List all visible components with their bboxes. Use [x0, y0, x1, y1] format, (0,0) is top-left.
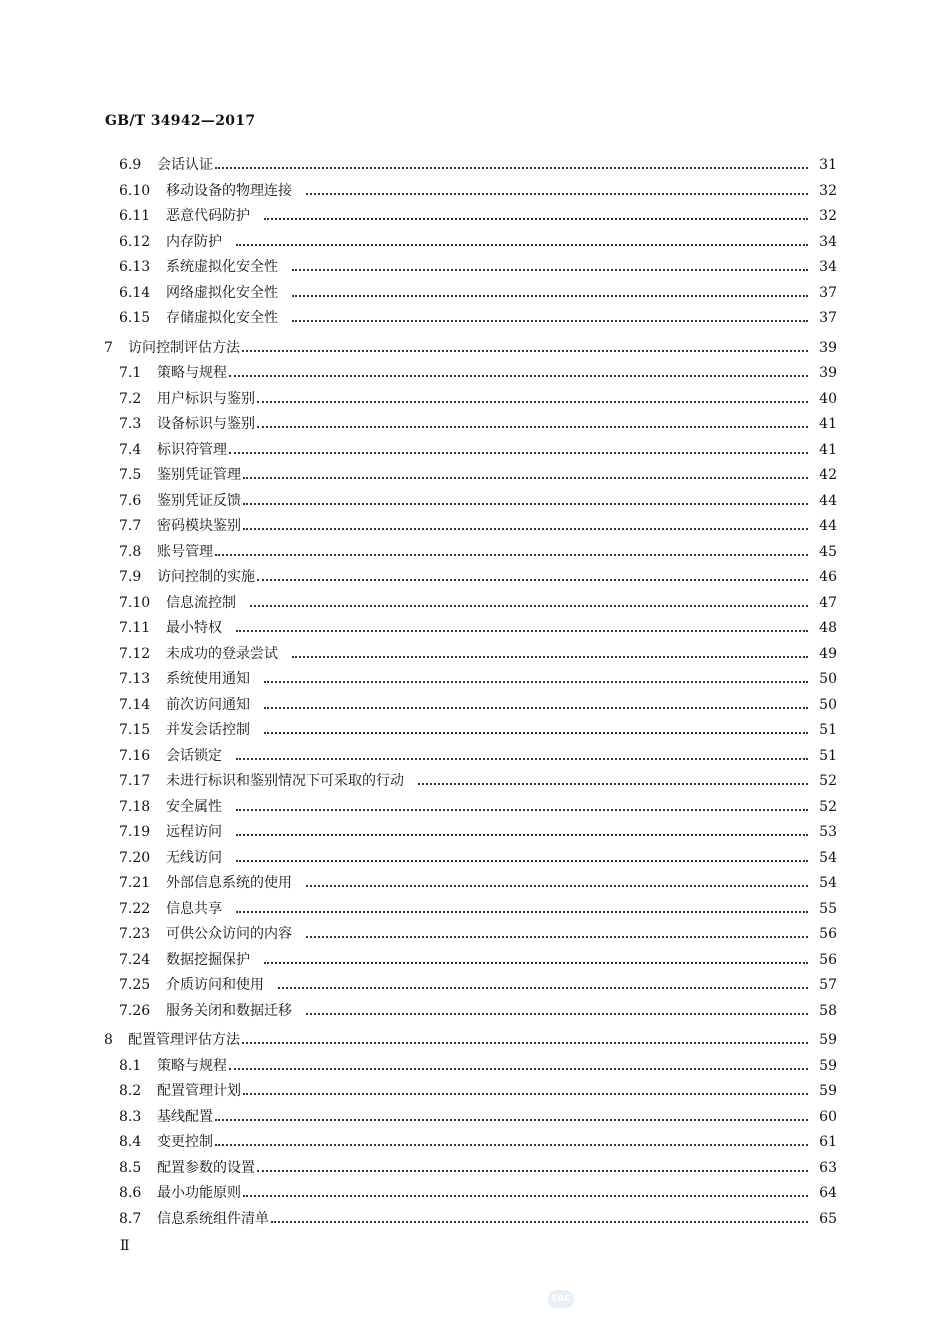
toc-dot-leader: [257, 400, 808, 403]
toc-entry-title: 基线配置: [157, 1108, 213, 1125]
toc-entry-title: 会话锁定: [166, 747, 222, 764]
toc-dot-leader: [236, 757, 808, 760]
toc-dot-leader: [229, 374, 808, 377]
toc-entry-page: 39: [819, 365, 837, 381]
toc-entry-title: 标识符管理: [157, 441, 227, 458]
toc-entry-page: 55: [819, 900, 837, 917]
toc-entry-title: 设备标识与鉴别: [157, 416, 255, 432]
toc-entry-number: 8.3: [119, 1108, 142, 1125]
toc-entry[interactable]: [0, 847, 950, 869]
toc-entry-number: 8.5: [119, 1159, 142, 1176]
toc-entry[interactable]: [0, 643, 950, 665]
toc-entry-number: 6.9: [119, 157, 142, 173]
toc-entry-number: 7.6: [119, 492, 142, 509]
toc-entry-number: 7.3: [119, 416, 142, 432]
toc-entry-title: 外部信息系统的使用: [166, 875, 292, 891]
toc-entry-title: 鉴别凭证反馈: [157, 492, 241, 509]
toc-dot-leader: [242, 1041, 808, 1044]
toc-dot-leader: [264, 731, 808, 734]
toc-entry-number: 8.1: [119, 1057, 142, 1074]
toc-entry-title: 远程访问: [166, 824, 222, 840]
toc-entry-page: 50: [819, 696, 837, 713]
toc-entry-page: 51: [819, 747, 837, 764]
toc-entry[interactable]: [0, 796, 950, 818]
toc-entry-page: 50: [819, 671, 837, 687]
toc-entry-number: 8.6: [119, 1185, 142, 1201]
toc-entry[interactable]: [0, 154, 950, 176]
toc-entry-title: 网络虚拟化安全性: [166, 284, 278, 301]
toc-dot-leader: [250, 604, 808, 607]
toc-entry-title: 配置参数的设置: [157, 1159, 255, 1176]
toc-entry[interactable]: [0, 362, 950, 384]
toc-dot-leader: [242, 349, 808, 352]
toc-dot-leader: [236, 629, 808, 632]
toc-entry-page: 39: [819, 339, 837, 356]
toc-entry-title: 策略与规程: [157, 365, 227, 381]
toc-entry-page: 37: [819, 310, 837, 326]
toc-dot-leader: [243, 1194, 808, 1197]
toc-entry[interactable]: [0, 1000, 950, 1022]
toc-entry[interactable]: [0, 337, 950, 359]
toc-entry-page: 52: [819, 773, 837, 789]
toc-entry-title: 会话认证: [157, 157, 213, 173]
toc-entry-number: 7.14: [119, 696, 151, 713]
toc-entry-title: 恶意代码防护: [166, 208, 250, 224]
toc-entry-number: 7.22: [119, 900, 151, 917]
toc-entry-number: 7.12: [119, 645, 151, 662]
toc-entry-title: 变更控制: [157, 1134, 213, 1150]
toc-entry-page: 32: [819, 182, 837, 199]
toc-entry[interactable]: [0, 949, 950, 971]
toc-dot-leader: [306, 1012, 808, 1015]
toc-entry[interactable]: [0, 668, 950, 690]
toc-entry-page: 32: [819, 208, 837, 224]
toc-entry-number: 7: [104, 339, 113, 356]
toc-entry-number: 7.5: [119, 467, 142, 483]
toc-dot-leader: [306, 884, 808, 887]
toc-entry-title: 安全属性: [166, 798, 222, 815]
toc-entry[interactable]: [0, 1157, 950, 1179]
toc-entry-title: 未成功的登录尝试: [166, 645, 278, 662]
toc-entry-title: 信息共享: [166, 900, 222, 917]
toc-dot-leader: [264, 680, 808, 683]
toc-entry-number: 6.13: [119, 259, 151, 275]
toc-entry[interactable]: [0, 974, 950, 996]
toc-dot-leader: [264, 217, 808, 220]
toc-entry-page: 34: [819, 233, 837, 250]
toc-entry-page: 41: [819, 441, 837, 458]
toc-dot-leader: [236, 243, 808, 246]
toc-entry[interactable]: [0, 413, 950, 435]
toc-entry-number: 7.23: [119, 926, 151, 942]
toc-entry[interactable]: [0, 388, 950, 410]
toc-entry-page: 60: [819, 1108, 837, 1125]
toc-entry-number: 8: [104, 1032, 113, 1048]
toc-entry[interactable]: [0, 617, 950, 639]
toc-dot-leader: [292, 319, 808, 322]
toc-entry-number: 7.21: [119, 875, 151, 891]
toc-entry[interactable]: [0, 821, 950, 843]
toc-dot-leader: [243, 1092, 808, 1095]
toc-dot-leader: [257, 425, 808, 428]
toc-dot-leader: [292, 294, 808, 297]
toc-entry[interactable]: [0, 719, 950, 741]
toc-dot-leader: [243, 476, 808, 479]
toc-entry-page: 58: [819, 1002, 837, 1019]
toc-entry-title: 账号管理: [157, 543, 213, 560]
toc-entry-number: 7.24: [119, 951, 151, 968]
toc-entry-title: 用户标识与鉴别: [157, 390, 255, 407]
toc-entry-number: 7.13: [119, 671, 151, 687]
toc-entry[interactable]: [0, 307, 950, 329]
toc-entry[interactable]: [0, 1208, 950, 1230]
toc-entry-page: 59: [819, 1032, 837, 1048]
toc-entry-title: 最小特权: [166, 620, 222, 636]
toc-entry-number: 7.20: [119, 849, 151, 866]
toc-dot-leader: [271, 1220, 808, 1223]
toc-entry-number: 7.26: [119, 1002, 151, 1019]
toc-entry-page: 44: [819, 518, 837, 534]
toc-entry-number: 7.9: [119, 569, 142, 585]
toc-dot-leader: [215, 553, 808, 556]
toc-entry[interactable]: [0, 180, 950, 202]
toc-entry-title: 可供公众访问的内容: [166, 926, 292, 942]
toc-dot-leader: [229, 1067, 808, 1070]
toc-dot-leader: [306, 192, 808, 195]
toc-dot-leader: [257, 1169, 808, 1172]
toc-entry[interactable]: [0, 872, 950, 894]
toc-entry-page: 59: [819, 1057, 837, 1074]
toc-entry[interactable]: [0, 898, 950, 920]
toc-entry-title: 无线访问: [166, 849, 222, 866]
toc-entry-title: 系统虚拟化安全性: [166, 259, 278, 275]
toc-entry[interactable]: [0, 923, 950, 945]
toc-dot-leader: [236, 808, 808, 811]
toc-entry-title: 最小功能原则: [157, 1185, 241, 1201]
toc-entry-page: 48: [819, 620, 837, 636]
toc-entry[interactable]: [0, 231, 950, 253]
toc-entry-number: 7.17: [119, 773, 151, 789]
toc-entry[interactable]: [0, 694, 950, 716]
toc-entry-page: 56: [819, 951, 837, 968]
toc-entry-number: 6.10: [119, 182, 151, 199]
toc-entry[interactable]: [0, 439, 950, 461]
toc-entry[interactable]: [0, 205, 950, 227]
toc-entry-number: 7.15: [119, 722, 151, 738]
toc-dot-leader: [292, 268, 808, 271]
toc-entry-title: 策略与规程: [157, 1057, 227, 1074]
toc-entry-number: 7.1: [119, 365, 142, 381]
toc-entry-page: 56: [819, 926, 837, 942]
toc-dot-leader: [278, 986, 808, 989]
toc-entry-title: 服务关闭和数据迁移: [166, 1002, 292, 1019]
toc-entry[interactable]: [0, 490, 950, 512]
toc-entry[interactable]: [0, 1029, 950, 1051]
toc-entry[interactable]: [0, 770, 950, 792]
toc-entry-page: 40: [819, 390, 837, 407]
toc-entry[interactable]: [0, 1106, 950, 1128]
toc-entry-title: 内存防护: [166, 233, 222, 250]
toc-entry-number: 7.7: [119, 518, 142, 534]
toc-entry-number: 6.15: [119, 310, 151, 326]
toc-entry[interactable]: [0, 541, 950, 563]
toc-entry-title: 访问控制评估方法: [128, 339, 240, 356]
toc-entry[interactable]: [0, 1182, 950, 1204]
toc-entry-title: 存储虚拟化安全性: [166, 310, 278, 326]
toc-entry-page: 34: [819, 259, 837, 275]
toc-dot-leader: [215, 166, 808, 169]
toc-entry-number: 7.8: [119, 543, 142, 560]
toc-dot-leader: [243, 527, 808, 530]
toc-entry-title: 访问控制的实施: [157, 569, 255, 585]
toc-entry[interactable]: [0, 566, 950, 588]
toc-entry-number: 7.2: [119, 390, 142, 407]
toc-entry[interactable]: [0, 282, 950, 304]
toc-entry-page: 41: [819, 416, 837, 432]
toc-entry-title: 密码模块鉴别: [157, 518, 241, 534]
toc-entry-title: 并发会话控制: [166, 722, 250, 738]
toc-entry-page: 65: [819, 1210, 837, 1227]
toc-entry-page: 64: [819, 1185, 837, 1201]
toc-entry-number: 8.4: [119, 1134, 142, 1150]
toc-entry-page: 42: [819, 467, 837, 483]
toc-dot-leader: [215, 1118, 808, 1121]
toc-entry-number: 7.11: [119, 620, 151, 636]
toc-entry-page: 61: [819, 1134, 837, 1150]
toc-entry-title: 未进行标识和鉴别情况下可采取的行动: [166, 773, 404, 789]
toc-entry[interactable]: [0, 515, 950, 537]
toc-entry[interactable]: [0, 256, 950, 278]
toc-dot-leader: [236, 910, 808, 913]
toc-entry[interactable]: [0, 745, 950, 767]
toc-entry[interactable]: [0, 592, 950, 614]
toc-entry-page: 49: [819, 645, 837, 662]
page-number: Ⅱ: [120, 1238, 130, 1254]
toc-entry-page: 46: [819, 569, 837, 585]
toc-dot-leader: [236, 859, 808, 862]
toc-dot-leader: [257, 578, 808, 581]
toc-dot-leader: [306, 935, 808, 938]
sac-logo-watermark: SAC: [548, 1290, 574, 1308]
toc-entry[interactable]: [0, 1080, 950, 1102]
toc-entry-number: 7.19: [119, 824, 151, 840]
toc-entry-page: 53: [819, 824, 837, 840]
toc-dot-leader: [264, 961, 808, 964]
toc-entry-page: 51: [819, 722, 837, 738]
toc-entry-title: 系统使用通知: [166, 671, 250, 687]
toc-entry[interactable]: [0, 464, 950, 486]
toc-entry-page: 37: [819, 284, 837, 301]
toc-entry-title: 信息流控制: [166, 594, 236, 611]
toc-entry-title: 数据挖掘保护: [166, 951, 250, 968]
toc-entry-page: 47: [819, 594, 837, 611]
toc-entry-title: 前次访问通知: [166, 696, 250, 713]
toc-entry-number: 8.7: [119, 1210, 142, 1227]
toc-dot-leader: [418, 782, 808, 785]
toc-entry-page: 57: [819, 977, 837, 993]
toc-entry-title: 鉴别凭证管理: [157, 467, 241, 483]
toc-entry-title: 介质访问和使用: [166, 977, 264, 993]
toc-dot-leader: [215, 1143, 808, 1146]
toc-entry-title: 配置管理评估方法: [128, 1032, 240, 1048]
toc-entry-number: 8.2: [119, 1083, 142, 1099]
toc-dot-leader: [229, 451, 808, 454]
toc-entry-number: 6.14: [119, 284, 151, 301]
toc-entry-page: 54: [819, 875, 837, 891]
toc-entry-number: 7.4: [119, 441, 142, 458]
toc-entry-page: 54: [819, 849, 837, 866]
toc-entry-title: 配置管理计划: [157, 1083, 241, 1099]
toc-dot-leader: [243, 502, 808, 505]
toc-dot-leader: [264, 706, 808, 709]
toc-dot-leader: [292, 655, 808, 658]
toc-entry-number: 6.11: [119, 208, 151, 224]
toc-entry[interactable]: [0, 1131, 950, 1153]
toc-entry-number: 7.18: [119, 798, 151, 815]
toc-entry-number: 7.16: [119, 747, 151, 764]
toc-entry[interactable]: [0, 1055, 950, 1077]
toc-entry-number: 7.10: [119, 594, 151, 611]
toc-entry-page: 45: [819, 543, 837, 560]
toc-entry-page: 59: [819, 1083, 837, 1099]
toc-entry-number: 7.25: [119, 977, 151, 993]
toc-entry-page: 52: [819, 798, 837, 815]
toc-dot-leader: [236, 833, 808, 836]
toc-entry-title: 信息系统组件清单: [157, 1210, 269, 1227]
toc-entry-page: 31: [819, 157, 837, 173]
toc-entry-title: 移动设备的物理连接: [166, 182, 292, 199]
toc-entry-number: 6.12: [119, 233, 151, 250]
toc-entry-page: 63: [819, 1159, 837, 1176]
standard-code-header: GB/T 34942—2017: [105, 113, 256, 129]
toc-entry-page: 44: [819, 492, 837, 509]
